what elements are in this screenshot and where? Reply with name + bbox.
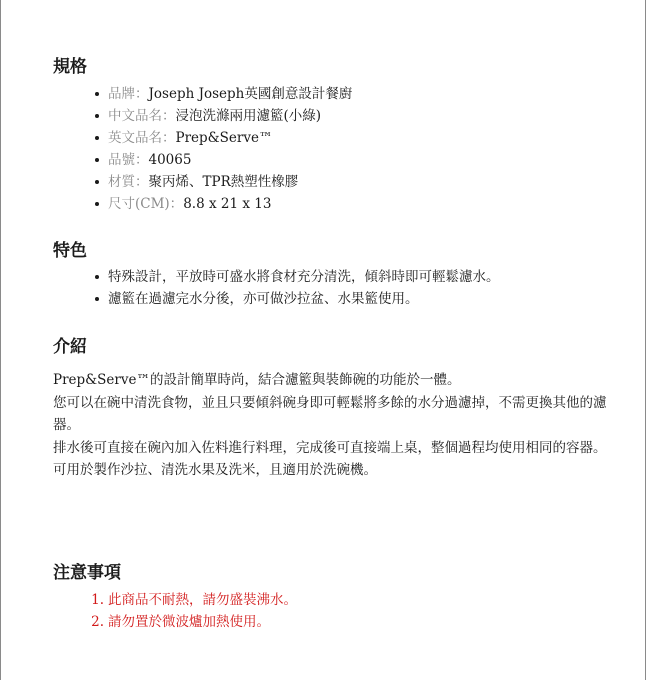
spec-item-product-number (108, 149, 352, 171)
spec-label: 品號： (108, 152, 149, 168)
specs-list (108, 83, 352, 215)
features-list (108, 266, 500, 310)
features-heading: 特色 (53, 241, 87, 261)
spec-value: 8.8 x 21 x 13 (183, 196, 272, 212)
note-text: 此商品不耐熱，請勿盛裝沸水。 (108, 592, 297, 608)
spec-item-chinese-name (108, 105, 352, 127)
notes-list (91, 589, 297, 633)
feature-item: 濾籃在過濾完水分後，亦可做沙拉盆、水果籃使用。 (108, 288, 500, 310)
specs-heading: 規格 (53, 57, 87, 77)
intro-heading: 介紹 (53, 337, 87, 357)
spec-label: 中文品名： (108, 108, 176, 124)
spec-item-dimensions (108, 193, 352, 215)
spec-item-brand (108, 83, 352, 105)
spec-label: 尺寸(CM)： (108, 196, 184, 212)
note-item (91, 589, 297, 611)
spec-value: 浸泡洗滌兩用濾籃(小綠) (175, 108, 322, 124)
intro-paragraph: Prep&Serve™的設計簡單時尚，結合濾籃與裝飾碗的功能於一體。 (53, 372, 461, 388)
spec-label: 材質： (108, 174, 149, 190)
note-item (91, 611, 297, 633)
notes-heading: 注意事項 (53, 563, 121, 583)
spec-item-english-name (108, 127, 352, 149)
spec-item-material (108, 171, 352, 193)
feature-item: 特殊設計，平放時可盛水將食材充分清洗，傾斜時即可輕鬆濾水。 (108, 266, 500, 288)
spec-label: 品牌： (108, 86, 149, 102)
note-text: 請勿置於微波爐加熱使用。 (108, 614, 270, 630)
spec-label: 英文品名： (108, 130, 176, 146)
intro-paragraph: 您可以在碗中清洗食物，並且只要傾斜碗身即可輕鬆將多餘的水分過濾掉，不需更換其他的濾器。 (53, 394, 607, 433)
spec-value: Prep&Serve™ (175, 130, 273, 146)
spec-value: 40065 (148, 152, 192, 168)
intro-text (53, 369, 608, 482)
note-number: 1. (91, 592, 104, 608)
spec-value: Joseph Joseph英國創意設計餐廚 (148, 86, 353, 102)
intro-paragraph: 排水後可直接在碗內加入佐料進行料理，完成後可直接端上桌，整個過程均使用相同的容器。 (53, 439, 607, 456)
spec-value: 聚丙烯、TPR熱塑性橡膠 (148, 174, 299, 190)
note-number: 2. (91, 614, 104, 630)
intro-paragraph: 可用於製作沙拉、清洗水果及洗米，且適用於洗碗機。 (53, 462, 377, 478)
